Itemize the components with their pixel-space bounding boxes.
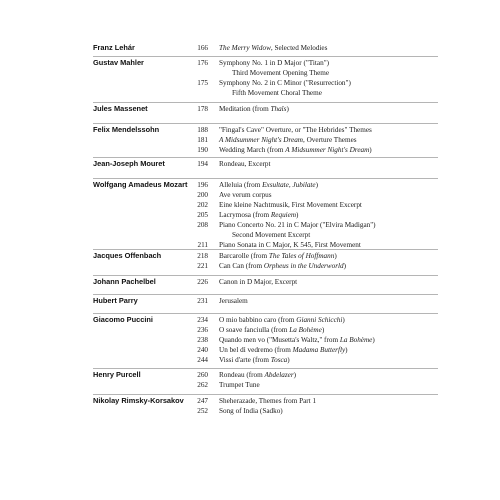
piece-text: Un bel dì vedremo (from bbox=[219, 346, 293, 354]
piece-list bbox=[192, 315, 442, 365]
piece-list bbox=[192, 296, 442, 306]
piece-list bbox=[192, 180, 442, 250]
piece-line bbox=[192, 125, 442, 135]
piece-title bbox=[219, 251, 337, 261]
piece-title bbox=[219, 78, 351, 88]
piece-line bbox=[192, 355, 442, 365]
piece-subtitle-line bbox=[192, 88, 442, 98]
piece-line bbox=[192, 159, 442, 169]
page-number: 260 bbox=[197, 371, 208, 379]
page-number: 208 bbox=[197, 221, 208, 229]
piece-text: , Selected Melodies bbox=[270, 44, 328, 52]
piece-title bbox=[219, 406, 283, 416]
piece-title bbox=[219, 396, 316, 406]
piece-list bbox=[192, 104, 442, 114]
piece-text: ) bbox=[286, 105, 289, 113]
page-number: 175 bbox=[197, 79, 208, 87]
composer-name: Jules Massenet bbox=[93, 104, 148, 113]
piece-text: Rondeau, Excerpt bbox=[219, 160, 271, 168]
page-number: 181 bbox=[197, 136, 208, 144]
piece-line bbox=[192, 380, 442, 390]
piece-text: O soave fanciulla (from bbox=[219, 326, 290, 334]
piece-text: Sheherazade, Themes from Part 1 bbox=[219, 397, 317, 405]
page-number: 252 bbox=[197, 407, 208, 415]
piece-text: Second Movement Excerpt bbox=[232, 231, 311, 239]
piece-line bbox=[192, 43, 442, 53]
piece-text: Alleluia (from bbox=[219, 181, 263, 189]
piece-line bbox=[192, 296, 442, 306]
entry-divider bbox=[93, 275, 438, 276]
page-number: 231 bbox=[197, 297, 208, 305]
piece-text: ) bbox=[315, 181, 319, 189]
page-number: 190 bbox=[197, 146, 208, 154]
piece-title bbox=[219, 345, 348, 355]
piece-title bbox=[232, 68, 329, 78]
page-number: 178 bbox=[197, 105, 208, 113]
piece-text: Meditation (from bbox=[219, 105, 271, 113]
piece-line bbox=[192, 261, 442, 271]
piece-text: Third Movement Opening Theme bbox=[232, 69, 330, 77]
piece-title bbox=[219, 315, 345, 325]
piece-list bbox=[192, 370, 442, 390]
composer-name: Henry Purcell bbox=[93, 370, 141, 379]
piece-line bbox=[192, 315, 442, 325]
page-number: 240 bbox=[197, 346, 208, 354]
piece-text: ) bbox=[343, 262, 346, 270]
piece-text: Song of India (Sadko) bbox=[219, 407, 283, 415]
piece-list bbox=[192, 277, 442, 287]
piece-text: Eine kleine Nachtmusik, First Movement Excerpt bbox=[219, 201, 362, 209]
piece-title bbox=[219, 125, 372, 135]
piece-text: Fifth Movement Choral Theme bbox=[232, 89, 322, 97]
piece-title bbox=[219, 261, 346, 271]
entry-divider bbox=[93, 102, 438, 103]
work-title-italic: A Midsummer Night's Dream bbox=[219, 136, 303, 144]
piece-title bbox=[232, 88, 322, 98]
piece-title bbox=[219, 355, 290, 365]
piece-line bbox=[192, 396, 442, 406]
work-title-italic: Requiem bbox=[270, 211, 297, 219]
piece-text: Symphony No. 2 in C Minor ("Resurrection") bbox=[219, 79, 351, 87]
work-title-italic: Orpheus in the Underworld bbox=[263, 262, 344, 270]
piece-title bbox=[219, 58, 329, 68]
piece-title bbox=[219, 159, 271, 169]
work-title-italic: Gianni Schicchi bbox=[296, 316, 343, 324]
piece-line bbox=[192, 104, 442, 114]
piece-title bbox=[219, 370, 296, 380]
piece-title bbox=[219, 335, 375, 345]
work-title-italic: Madama Butterfly bbox=[292, 346, 346, 354]
page-number: 226 bbox=[197, 278, 208, 286]
piece-line bbox=[192, 180, 442, 190]
composer-name: Jean-Joseph Mouret bbox=[93, 159, 165, 168]
piece-list bbox=[192, 251, 442, 271]
entry-divider bbox=[93, 294, 438, 295]
piece-line bbox=[192, 325, 442, 335]
piece-text: Ave verum corpus bbox=[219, 191, 272, 199]
piece-line bbox=[192, 78, 442, 88]
piece-title bbox=[219, 296, 248, 306]
work-title-italic: Exsultate, Jubilate bbox=[262, 181, 316, 189]
piece-line bbox=[192, 370, 442, 380]
piece-line bbox=[192, 335, 442, 345]
piece-line bbox=[192, 210, 442, 220]
entry-divider bbox=[93, 157, 438, 158]
page-number: 238 bbox=[197, 336, 208, 344]
entry-divider bbox=[93, 394, 438, 395]
piece-subtitle-line bbox=[192, 230, 442, 240]
piece-title bbox=[219, 325, 324, 335]
piece-text: Piano Concerto No. 21 in C Major ("Elvira Madigan") bbox=[219, 221, 376, 229]
work-title-italic: The Tales of Hoffmann bbox=[268, 252, 335, 260]
piece-text: Can Can (from bbox=[219, 262, 264, 270]
piece-text: ) bbox=[372, 336, 375, 344]
piece-text: O mio babbino caro (from bbox=[219, 316, 297, 324]
piece-line bbox=[192, 200, 442, 210]
page-number: 176 bbox=[197, 59, 208, 67]
piece-text: Wedding March (from bbox=[219, 146, 286, 154]
piece-line bbox=[192, 190, 442, 200]
page-number: 200 bbox=[197, 191, 208, 199]
page-number: 234 bbox=[197, 316, 208, 324]
entry-divider bbox=[93, 368, 438, 369]
piece-title bbox=[219, 200, 362, 210]
piece-text: ) bbox=[334, 252, 337, 260]
work-title-italic: A Midsummer Night's Dream bbox=[285, 146, 370, 154]
page-number: 205 bbox=[197, 211, 208, 219]
piece-list bbox=[192, 58, 442, 98]
work-title-italic: Abdelazer bbox=[264, 371, 294, 379]
piece-title bbox=[219, 190, 272, 200]
composer-name: Gustav Mahler bbox=[93, 58, 144, 67]
page-number: 218 bbox=[197, 252, 208, 260]
page-number: 236 bbox=[197, 326, 208, 334]
page-number: 188 bbox=[197, 126, 208, 134]
piece-text: , Overture Themes bbox=[303, 136, 357, 144]
piece-text: ) bbox=[369, 146, 372, 154]
piece-text: ) bbox=[342, 316, 345, 324]
piece-title bbox=[232, 230, 310, 240]
page-number: 221 bbox=[197, 262, 208, 270]
piece-text: Jerusalem bbox=[219, 297, 248, 305]
page-number: 247 bbox=[197, 397, 208, 405]
piece-text: ) bbox=[345, 346, 348, 354]
piece-text: Lacrymosa (from bbox=[219, 211, 271, 219]
piece-text: Vissi d'arte (from bbox=[219, 356, 271, 364]
piece-line bbox=[192, 251, 442, 261]
page-number: 244 bbox=[197, 356, 208, 364]
page-number: 262 bbox=[197, 381, 208, 389]
entry-divider bbox=[93, 178, 438, 179]
entry-divider bbox=[93, 249, 438, 250]
piece-list bbox=[192, 43, 442, 53]
work-title-italic: The Merry Widow bbox=[219, 44, 271, 52]
page-number: 211 bbox=[197, 241, 208, 249]
entry-divider bbox=[93, 313, 438, 314]
work-title-italic: Tosca bbox=[270, 356, 288, 364]
piece-title bbox=[219, 220, 376, 230]
piece-title bbox=[219, 380, 260, 390]
piece-title bbox=[219, 135, 357, 145]
piece-line bbox=[192, 345, 442, 355]
piece-text: Canon in D Major, Excerpt bbox=[219, 278, 298, 286]
work-title-italic: La Bohème bbox=[289, 326, 322, 334]
composer-name: Jacques Offenbach bbox=[93, 251, 162, 260]
piece-text: Quando men vo ("Musetta's Waltz," from bbox=[219, 336, 340, 344]
piece-line bbox=[192, 406, 442, 416]
piece-line bbox=[192, 58, 442, 68]
piece-text: Symphony No. 1 in D Major ("Titan") bbox=[219, 59, 330, 67]
composer-name: Franz Lehár bbox=[93, 43, 135, 52]
piece-text: Piano Sonata in C Major, K 545, First Movement bbox=[219, 241, 361, 249]
piece-text: ) bbox=[287, 356, 290, 364]
piece-title bbox=[219, 210, 298, 220]
piece-text: Trumpet Tune bbox=[219, 381, 260, 389]
page-number: 166 bbox=[197, 44, 208, 52]
composer-name: Hubert Parry bbox=[93, 296, 138, 305]
piece-subtitle-line bbox=[192, 68, 442, 78]
page-number: 202 bbox=[197, 201, 208, 209]
piece-text: "Fingal's Cave" Overture, or "The Hebrides" Themes bbox=[219, 126, 372, 134]
piece-text: Barcarolle (from bbox=[219, 252, 269, 260]
piece-text: ) bbox=[296, 211, 299, 219]
piece-list bbox=[192, 125, 442, 155]
entry-divider bbox=[93, 123, 438, 124]
piece-text: Rondeau (from bbox=[219, 371, 265, 379]
piece-title bbox=[219, 104, 289, 114]
piece-text: ) bbox=[321, 326, 325, 334]
page-number: 194 bbox=[197, 160, 208, 168]
composer-name: Giacomo Puccini bbox=[93, 315, 153, 324]
composer-name: Johann Pachelbel bbox=[93, 277, 156, 286]
work-title-italic: La Bohème bbox=[339, 336, 373, 344]
piece-list bbox=[192, 396, 442, 416]
composer-name: Felix Mendelssohn bbox=[93, 125, 160, 134]
composer-name: Wolfgang Amadeus Mozart bbox=[93, 180, 188, 189]
work-title-italic: Thaïs bbox=[270, 105, 287, 113]
piece-line bbox=[192, 220, 442, 230]
piece-title bbox=[219, 145, 372, 155]
page-number: 196 bbox=[197, 181, 208, 189]
piece-title bbox=[219, 277, 297, 287]
entry-divider bbox=[93, 56, 438, 57]
composer-name: Nikolay Rimsky-Korsakov bbox=[93, 396, 184, 405]
piece-title bbox=[219, 43, 327, 53]
piece-line bbox=[192, 277, 442, 287]
piece-line bbox=[192, 135, 442, 145]
piece-title bbox=[219, 180, 318, 190]
piece-line bbox=[192, 145, 442, 155]
piece-text: ) bbox=[293, 371, 297, 379]
piece-list bbox=[192, 159, 442, 169]
